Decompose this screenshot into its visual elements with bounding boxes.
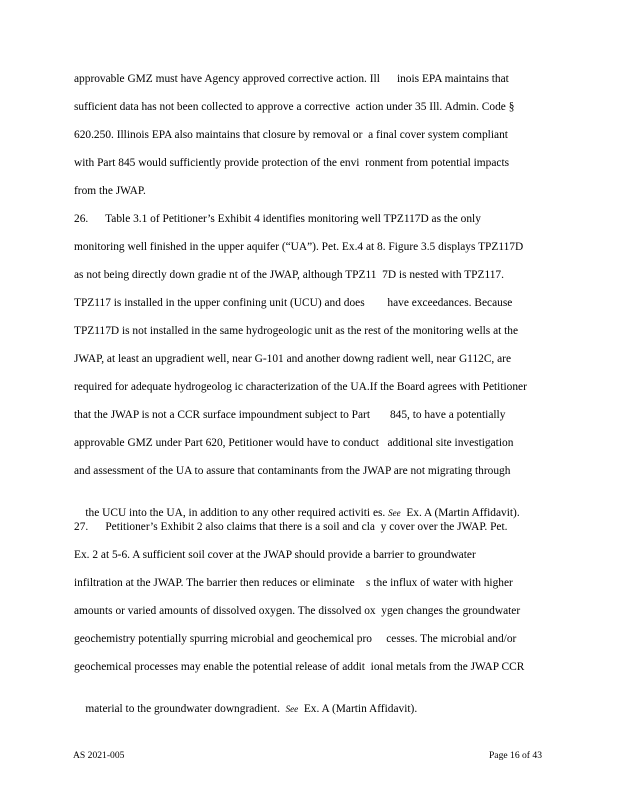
text-line: TPZ117 is installed in the upper confining unit (UCU) and does have exceedances. Because — [74, 297, 513, 309]
text-line: 620.250. Illinois EPA also maintains that closure by removal or a final cover system compliant — [74, 129, 508, 141]
citation: Ex. A (Martin Affidavit). — [400, 507, 520, 519]
citation: Ex. A (Martin Affidavit). — [298, 703, 418, 715]
line-text: the UCU into the UA, in addition to any other required activiti es. — [85, 507, 389, 519]
text-line: geochemistry potentially spurring microbial and geochemical pro cesses. The microbial and/or — [74, 633, 517, 645]
text-line: geochemical processes may enable the potential release of addit ional metals from the JWAP CCR — [74, 661, 525, 673]
text-line: that the JWAP is not a CCR surface impoundment subject to Part 845, to have a potentially — [74, 409, 506, 421]
text-line: TPZ117D is not installed in the same hydrogeologic unit as the rest of the monitoring wells at the — [74, 325, 519, 337]
paragraph-27-first-line: 27. Petitioner’s Exhibit 2 also claims that there is a soil and cla y cover over the JWAP. Pet. — [74, 521, 508, 533]
text-line: required for adequate hydrogeolog ic characterization of the UA.If the Board agrees with Petitioner — [74, 381, 527, 393]
text-line: Ex. 2 at 5-6. A sufficient soil cover at the JWAP should provide a barrier to groundwater — [74, 549, 476, 561]
text-line: amounts or varied amounts of dissolved oxygen. The dissolved ox ygen changes the groundwater — [74, 605, 521, 617]
paragraph-26-first-line: 26. Table 3.1 of Petitioner’s Exhibit 4 identifies monitoring well TPZ117D as the only — [74, 213, 481, 225]
see-signal: See — [285, 704, 299, 714]
text-line: and assessment of the UA to assure that contaminants from the JWAP are not migrating through — [74, 465, 511, 477]
text-line-with-citation — [74, 688, 417, 730]
text-line: from the JWAP. — [74, 185, 146, 197]
docket-number: AS 2021-005 — [73, 750, 125, 761]
text-line: approvable GMZ must have Agency approved corrective action. Ill inois EPA maintains that — [74, 73, 509, 85]
line-text: material to the groundwater downgradient. — [85, 703, 286, 715]
text-line: JWAP, at least an upgradient well, near G-101 and another downg radient well, near G112C, are — [74, 353, 512, 365]
text-line: with Part 845 would sufficiently provide protection of the envi ronment from potential impacts — [74, 157, 510, 169]
text-line: sufficient data has not been collected to approve a corrective action under 35 Ill. Admin. Code § — [74, 101, 515, 113]
text-line: monitoring well finished in the upper aquifer (“UA”). Pet. Ex.4 at 8. Figure 3.5 displays TPZ117D — [74, 241, 524, 253]
see-signal: See — [388, 508, 401, 518]
page-number: Page 16 of 43 — [488, 750, 542, 761]
text-line: approvable GMZ under Part 620, Petitioner would have to conduct additional site investigation — [74, 437, 514, 449]
text-line: as not being directly down gradie nt of the JWAP, although TPZ11 7D is nested with TPZ117. — [74, 269, 504, 281]
text-line: infiltration at the JWAP. The barrier then reduces or eliminate s the influx of water with higher — [74, 577, 513, 589]
